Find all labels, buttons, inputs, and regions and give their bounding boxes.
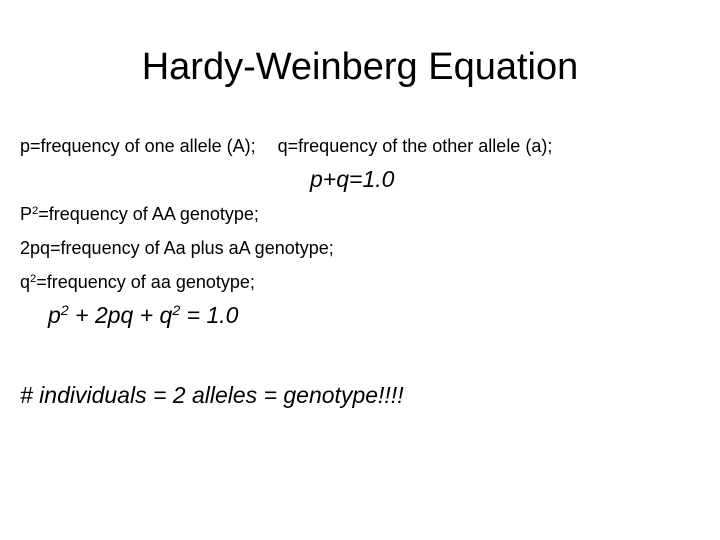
q-definition: q=frequency of the other allele (a); — [277, 136, 553, 156]
allele-definitions — [20, 134, 552, 158]
slide-title: Hardy-Weinberg Equation — [141, 46, 579, 88]
allele-sum-equation: p+q=1.0 — [310, 166, 395, 192]
p-symbol: P — [20, 204, 33, 224]
genotype-sum-equation — [48, 301, 238, 329]
p-definition: p=frequency of one allele (A); — [20, 136, 256, 156]
heterozygote-definition: 2pq=frequency of Aa plus aA genotype; — [20, 238, 334, 258]
eq-p-exponent: 2 — [60, 303, 69, 320]
individuals-note: # individuals = 2 alleles = genotype!!!! — [20, 382, 404, 408]
q-symbol: q — [20, 272, 31, 292]
aa-recessive-text: =frequency of aa genotype; — [36, 272, 255, 292]
aa-recessive-definition — [20, 270, 255, 294]
eq-q-exponent: 2 — [172, 303, 181, 320]
eq-end: = 1.0 — [180, 302, 239, 328]
aa-dominant-text: =frequency of AA genotype; — [38, 204, 259, 224]
eq-p: p — [48, 302, 61, 328]
p-squared-exponent: 2 — [32, 204, 39, 217]
aa-dominant-definition — [20, 202, 259, 226]
q-squared-exponent: 2 — [30, 272, 37, 285]
eq-middle: + 2pq + q — [68, 302, 173, 328]
